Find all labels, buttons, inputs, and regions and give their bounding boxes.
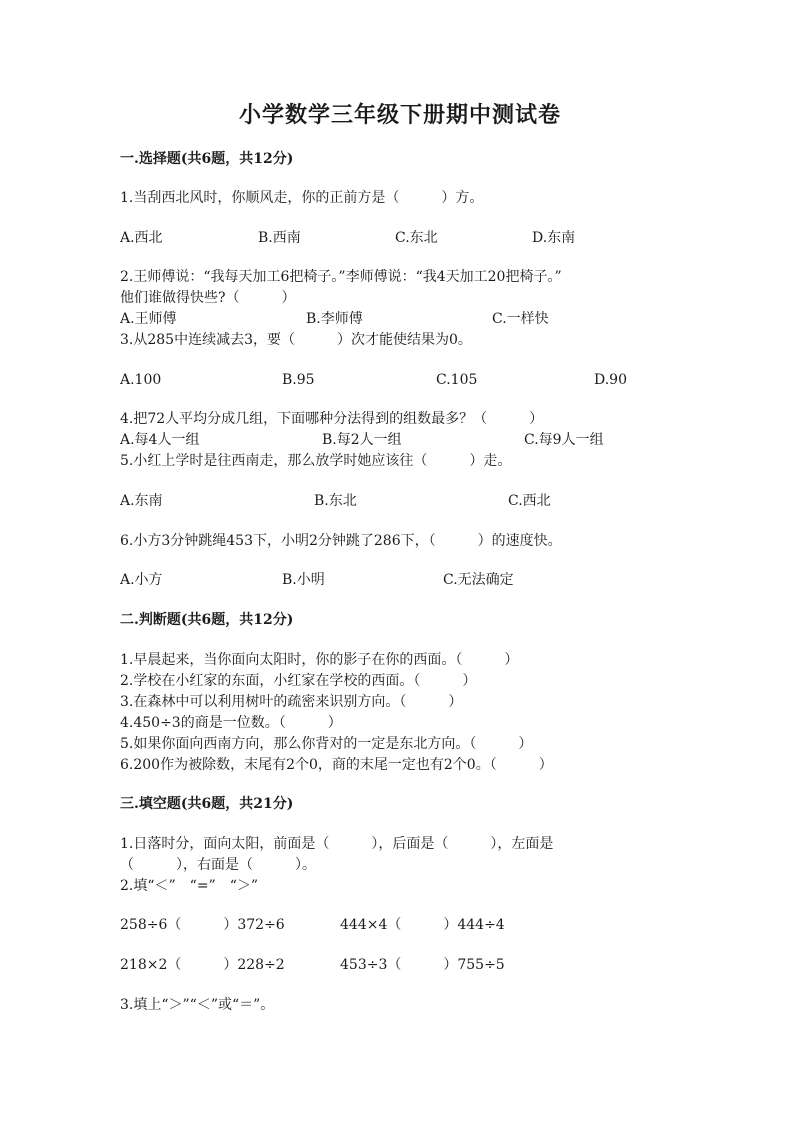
option: A.王师傅 bbox=[120, 311, 177, 327]
question-text: （ ），右面是（ ）。 bbox=[120, 857, 316, 873]
judgement-item: 5.如果你面向西南方向，那么你背对的一定是东北方向。（ ） bbox=[120, 736, 533, 752]
question-text: 3.填上“＞”“＜”或“＝”。 bbox=[120, 997, 275, 1013]
judgement-item: 2.学校在小红家的东面，小红家在学校的西面。（ ） bbox=[120, 673, 477, 689]
question-text: 他们谁做得快些?（ ） bbox=[120, 290, 296, 306]
option: A.西北 bbox=[120, 230, 163, 246]
option: C.无法确定 bbox=[443, 572, 514, 588]
option: B.李师傅 bbox=[306, 311, 363, 327]
question-text: 4.把72人平均分成几组，下面哪种分法得到的组数最多？（ ） bbox=[120, 411, 544, 427]
question-text: 1.日落时分，面向太阳，前面是（ ），后面是（ ），左面是 bbox=[120, 836, 554, 852]
section-heading-fill-blank: 三.填空题(共6题，共21分) bbox=[120, 796, 294, 812]
question-text: 1.当刮西北风时，你顺风走，你的正前方是（ ）方。 bbox=[120, 190, 484, 206]
judgement-item: 6.200作为被除数，末尾有2个0，商的末尾一定也有2个0。（ ） bbox=[120, 757, 553, 773]
judgement-item: 4.450÷3的商是一位数。（ ） bbox=[120, 715, 342, 731]
option: D.东南 bbox=[532, 230, 576, 246]
question-text: 2.填“＜” “=” “＞” bbox=[120, 878, 259, 894]
section-heading-choice: 一.选择题(共6题，共12分) bbox=[120, 151, 294, 167]
section-heading-judgement: 二.判断题(共6题，共12分) bbox=[120, 612, 294, 628]
page-title: 小学数学三年级下册期中测试卷 bbox=[238, 102, 561, 128]
option: A.东南 bbox=[120, 493, 163, 509]
compare-item: 444×4（ ）444÷4 bbox=[340, 917, 505, 933]
judgement-item: 1.早晨起来，当你面向太阳时，你的影子在你的西面。（ ） bbox=[120, 652, 519, 668]
question-text: 2.王师傅说：“我每天加工6把椅子。”李师傅说：“我4天加工20把椅子。” bbox=[120, 269, 562, 285]
option: B.东北 bbox=[314, 493, 357, 509]
question-text: 3.从285中连续减去3，要（ ）次才能使结果为0。 bbox=[120, 332, 472, 348]
option: A.100 bbox=[120, 372, 162, 388]
option: C.105 bbox=[436, 372, 478, 388]
option: A.小方 bbox=[120, 572, 163, 588]
question-text: 5.小红上学时是往西南走，那么放学时她应该往（ ）走。 bbox=[120, 453, 512, 469]
option: D.90 bbox=[594, 372, 627, 388]
option: C.每9人一组 bbox=[524, 432, 604, 448]
question-text: 6.小方3分钟跳绳453下，小明2分钟跳了286下，（ ）的速度快。 bbox=[120, 533, 562, 549]
option: B.每2人一组 bbox=[322, 432, 402, 448]
compare-item: 218×2（ ）228÷2 bbox=[120, 957, 285, 973]
option: A.每4人一组 bbox=[120, 432, 200, 448]
option: C.西北 bbox=[508, 493, 551, 509]
compare-item: 453÷3（ ）755÷5 bbox=[340, 957, 505, 973]
compare-item: 258÷6（ ）372÷6 bbox=[120, 917, 285, 933]
option: B.西南 bbox=[258, 230, 301, 246]
option: B.小明 bbox=[282, 572, 325, 588]
judgement-item: 3.在森林中可以利用树叶的疏密来识别方向。（ ） bbox=[120, 694, 463, 710]
option: C.一样快 bbox=[492, 311, 549, 327]
option: C.东北 bbox=[395, 230, 438, 246]
option: B.95 bbox=[282, 372, 315, 388]
